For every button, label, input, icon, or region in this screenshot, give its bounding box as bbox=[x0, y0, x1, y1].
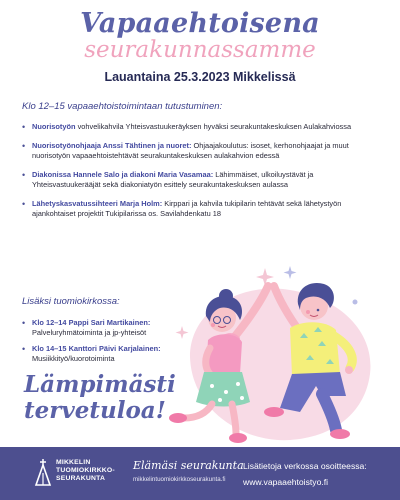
item-text: Palveluryhmätoiminta ja jp-yhteisöt bbox=[32, 328, 147, 337]
left-person-shirt bbox=[206, 334, 242, 374]
welcome-line2: tervetuloa! bbox=[24, 397, 166, 424]
item-lead: Nuorisotyönohjaaja Anssi Tähtinen ja nuoret: bbox=[32, 141, 192, 150]
item-text: Ohjaajakoulutus: isoset, kerhonohjaajat ja muut nuorisotyön vapaaehtoistehtävät seurakuntakeskuksen aulakahvion edessä bbox=[32, 141, 349, 160]
item-lead: Lähetyskasvatussihteeri Marja Holm: bbox=[32, 199, 163, 208]
section-heading-activities: Klo 12–15 vapaaehtoistoimintaan tutustuminen: bbox=[22, 101, 223, 112]
parish-website-link[interactable]: mikkelintuomiokirkkoseurakunta.fi bbox=[133, 476, 226, 483]
bullet-icon: • bbox=[22, 122, 26, 132]
bullet-icon: • bbox=[22, 141, 26, 151]
list-item bbox=[22, 170, 382, 190]
item-text: Lähimmäiset, ulkoiluystävät ja Yhteisvastuukerääjät sekä diakoniatyön esittely seurakuntakeskuksen aulassa bbox=[32, 170, 314, 189]
activities-list bbox=[22, 122, 382, 219]
slogan: Elämäsi seurakunta bbox=[133, 459, 244, 472]
item-lead: Diakonissa Hannele Salo ja diakoni Maria Vasamaa: bbox=[32, 170, 214, 179]
item-text: vohvelikahvila Yhteisvastuukeräyksen hyväksi seurakuntakeskuksen Aulakahviossa bbox=[75, 122, 352, 131]
event-date: Lauantaina 25.3.2023 Mikkelissä bbox=[104, 70, 296, 84]
more-info-label: Lisätietoja verkossa osoitteessa: bbox=[243, 461, 367, 471]
church-logo-text bbox=[56, 459, 115, 483]
title-sub: seurakunnassamme bbox=[84, 37, 316, 63]
item-lead: Klo 14–15 Kanttori Päivi Karjalainen: bbox=[32, 344, 161, 353]
left-person-skirt bbox=[196, 372, 250, 407]
bullet-icon: • bbox=[22, 170, 26, 180]
high-five-illustration bbox=[150, 262, 390, 447]
item-text: Musiikkityö/kuorotoiminta bbox=[32, 354, 115, 363]
welcome-line1: Lämpimästi bbox=[24, 371, 176, 398]
list-item bbox=[22, 199, 382, 219]
section-heading-cathedral: Lisäksi tuomiokirkossa: bbox=[22, 296, 120, 307]
volunteer-website-link[interactable]: www.vapaaehtoistyo.fi bbox=[243, 477, 329, 487]
church-logo-icon bbox=[34, 459, 52, 487]
list-item bbox=[22, 141, 382, 161]
footer-bar bbox=[0, 447, 400, 500]
item-lead: Nuorisotyön bbox=[32, 122, 76, 131]
logo-line3: SEURAKUNTA bbox=[56, 475, 106, 482]
right-person-shirt bbox=[290, 322, 340, 376]
bullet-icon: • bbox=[22, 199, 26, 209]
bullet-icon: • bbox=[22, 318, 26, 328]
list-item bbox=[22, 122, 382, 132]
item-lead: Klo 12–14 Pappi Sari Martikainen: bbox=[32, 318, 151, 327]
logo-line2: TUOMIOKIRKKO- bbox=[56, 467, 115, 474]
title-main: Vapaaehtoisena bbox=[80, 8, 320, 39]
logo-line1: MIKKELIN bbox=[56, 459, 91, 466]
bullet-icon: • bbox=[22, 344, 26, 354]
item-text: Kirppari ja kahvila tukipilarin tehtävät sekä lähetystyön ajankohtaiset projektit Tukipilarissa os. Savilahdenkatu 18 bbox=[32, 199, 342, 218]
